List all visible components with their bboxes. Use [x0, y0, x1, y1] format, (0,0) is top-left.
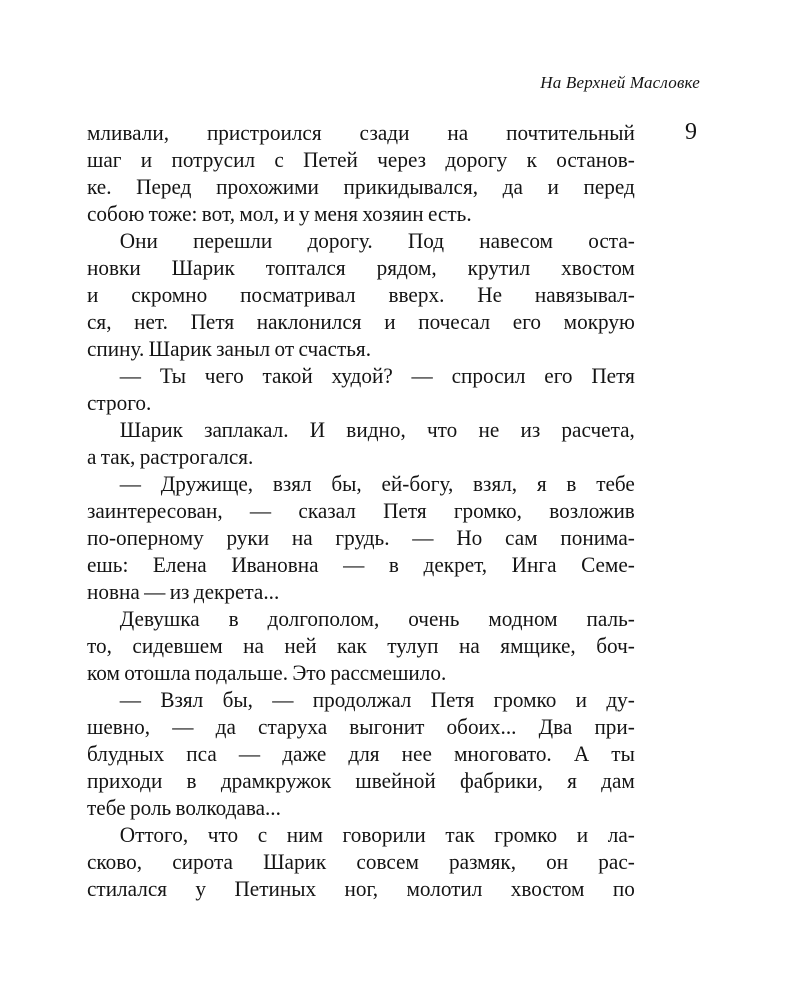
text-line: Девушка в долгополом, очень модном паль-	[119, 606, 635, 631]
text-line: Оттого, что с ним говорили так громко и ла-	[119, 822, 635, 847]
text-line: по-оперному руки на грудь. — Но сам понима-	[87, 525, 635, 550]
running-header-title: На Верхней Масловке	[540, 73, 700, 92]
text-line: ке. Перед прохожими прикидывался, да и перед	[87, 174, 635, 199]
text-line: шаг и потрусил с Петей через дорогу к останов-	[87, 147, 635, 172]
text-line: мливали, пристроился сзади на почтительный	[87, 120, 635, 145]
text-line: собою тоже: вот, мол, и у меня хозяин есть.	[87, 201, 472, 226]
text-line: шевно, — да старуха выгонит обоих... Два при-	[87, 714, 635, 739]
text-line: стилался у Петиных ног, молотил хвостом по	[87, 876, 635, 901]
text-line: блудных пса — даже для нее многовато. А ты	[87, 741, 635, 766]
text-line: спину. Шарик заныл от счастья.	[87, 336, 372, 361]
text-line: и скромно посматривал вверх. Не навязывал-	[87, 282, 635, 307]
text-line: тебе роль волкодава...	[87, 795, 281, 820]
text-line: новна — из декрета...	[87, 579, 280, 604]
body-text	[87, 119, 635, 902]
text-line: приходи в драмкружок швейной фабрики, я дам	[87, 768, 635, 793]
text-line: — Дружище, взял бы, ей-богу, взял, я в тебе	[119, 471, 635, 496]
text-line: ся, нет. Петя наклонился и почесал его мокрую	[87, 309, 635, 334]
text-line: заинтересован, — сказал Петя громко, возложив	[87, 498, 635, 523]
text-line: то, сидевшем на ней как тулуп на ямщике, боч-	[87, 633, 635, 658]
text-line: — Ты чего такой худой? — спросил его Петя	[119, 363, 635, 388]
text-line: сково, сирота Шарик совсем размяк, он рас-	[87, 849, 635, 874]
text-line: Они перешли дорогу. Под навесом оста-	[119, 228, 635, 253]
page-number: 9	[685, 119, 697, 145]
text-line: новки Шарик топтался рядом, крутил хвостом	[87, 255, 635, 280]
text-line: ешь: Елена Ивановна — в декрет, Инга Семе-	[87, 552, 635, 577]
text-line: — Взял бы, — продолжал Петя громко и ду-	[119, 687, 635, 712]
text-line: а так, растрогался.	[87, 444, 254, 469]
text-line: ком отошла подальше. Это рассмешило.	[87, 660, 447, 685]
text-line: строго.	[87, 390, 152, 415]
text-line: Шарик заплакал. И видно, что не из расчета,	[119, 417, 635, 442]
